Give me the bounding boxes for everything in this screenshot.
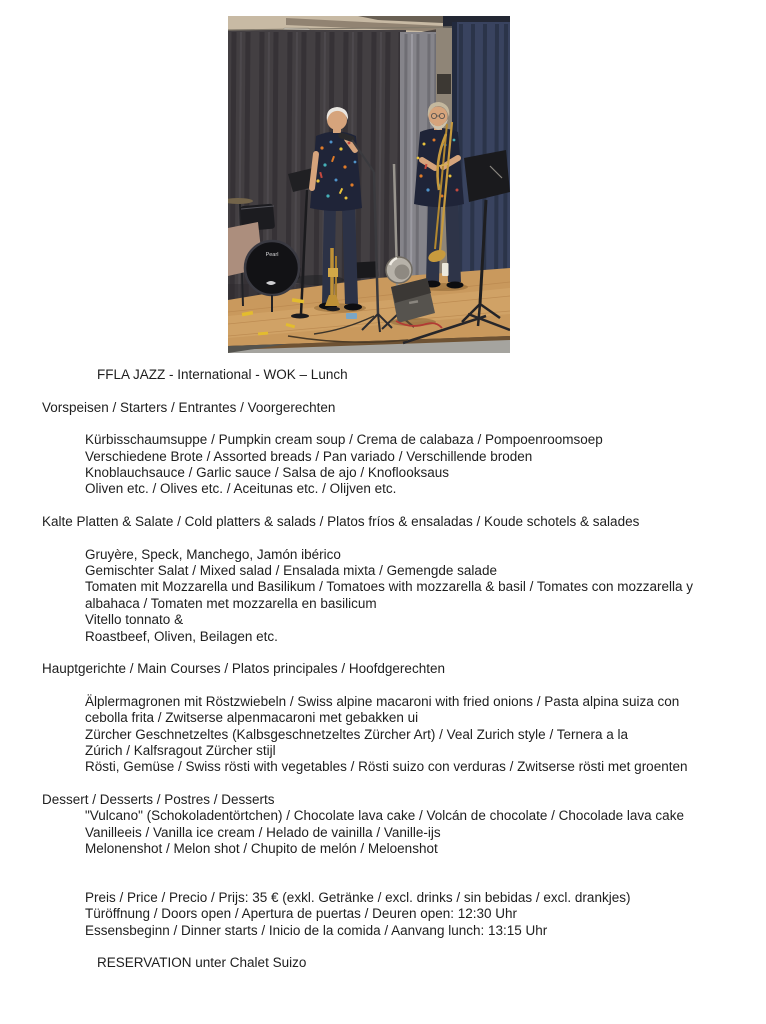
menu-section-header: Kalte Platten & Salate / Cold platters & salads / Platos fríos & ensaladas / Koude schotels & salades [42,514,640,530]
menu-text-block [0,367,766,972]
menu-item-line: Kürbisschaumsuppe / Pumpkin cream soup / Crema de calabaza / Pompoenroomsoep [85,432,603,448]
menu-item-line: Tomaten mit Mozzarella und Basilikum / Tomatoes with mozzarella & basil / Tomates con mozzarella y [85,579,693,595]
blank-line [0,383,766,399]
menu-section-header: Hauptgerichte / Main Courses / Platos principales / Hoofdgerechten [42,661,445,677]
menu-item-line: albahaca / Tomaten met mozzarella en basilicum [85,595,377,611]
blank-line [0,416,766,432]
blue-box [346,313,357,319]
drum-logo-text: Pearl [265,252,279,258]
menu-item-line: Gemischter Salat / Mixed salad / Ensalada mixta / Gemengde salade [85,563,497,579]
blank-line [0,530,766,546]
menu-info-line: Essensbeginn / Dinner starts / Inicio de la comida / Aanvang lunch: 13:15 Uhr [85,922,548,938]
blank-line [0,645,766,661]
wall-speaker [437,74,451,94]
blank-line [0,776,766,792]
blank-line [0,874,766,890]
menu-item-line: Oliven etc. / Olives etc. / Aceitunas etc. / Olijven etc. [85,481,397,497]
menu-item-line: Knoblauchsauce / Garlic sauce / Salsa de ajo / Knoflooksaus [85,465,449,481]
blank-line [0,678,766,694]
menu-item-line: Gruyère, Speck, Manchego, Jamón ibérico [85,546,341,562]
event-title-line: FFLA JAZZ - International - WOK – Lunch [97,367,348,382]
menu-item-line: Älplermagronen mit Röstzwiebeln / Swiss alpine macaroni with fried onions / Pasta alpina suiza con [85,693,680,709]
menu-item-line: cebolla frita / Zwitserse alpenmacaroni met gebakken ui [85,710,419,726]
menu-item-line: Zürcher Geschnetzeltes (Kalbsgeschnetzeltes Zürcher Art) / Veal Zurich style / Ternera a la [85,726,628,742]
menu-item-line: Roastbeef, Oliven, Beilagen etc. [85,628,278,644]
blank-line [0,857,766,873]
menu-info-line: Preis / Price / Precio / Prijs: 35 € (exkl. Getränke / excl. drinks / sin bebidas / excl. drankjes) [85,890,631,905]
menu-item-line: Verschiedene Brote / Assorted breads / Pan variado / Verschillende broden [85,448,533,464]
menu-item-line: Melonenshot / Melon shot / Chupito de melón / Meloenshot [85,840,438,856]
stage-photo-graphic [228,16,510,353]
metal-dish [386,257,412,283]
menu-item-line: "Vulcano" (Schokoladentörtchen) / Chocolate lava cake / Volcán de chocolate / Chocolade lava cake [85,808,684,824]
reservation-line: RESERVATION unter Chalet Suizo [97,955,307,971]
menu-info-line: Türöffnung / Doors open / Apertura de puertas / Deuren open: 12:30 Uhr [85,906,518,922]
menu-item-line: Vitello tonnato & [85,612,184,628]
blank-line [0,498,766,514]
menu-section-header: Vorspeisen / Starters / Entrantes / Voorgerechten [42,399,336,415]
stage-photo [228,16,510,353]
menu-item-line: Vanilleeis / Vanilla ice cream / Helado de vainilla / Vanille-ijs [85,824,441,840]
blank-line [0,939,766,955]
menu-item-line: Rösti, Gemüse / Swiss rösti with vegetables / Rösti suizo con verduras / Zwitserse rösti met groenten [85,759,688,775]
menu-item-line: Zúrich / Kalfsragout Zürcher stijl [85,742,276,758]
white-cup [442,263,449,276]
menu-section-header: Dessert / Desserts / Postres / Desserts [42,791,275,807]
